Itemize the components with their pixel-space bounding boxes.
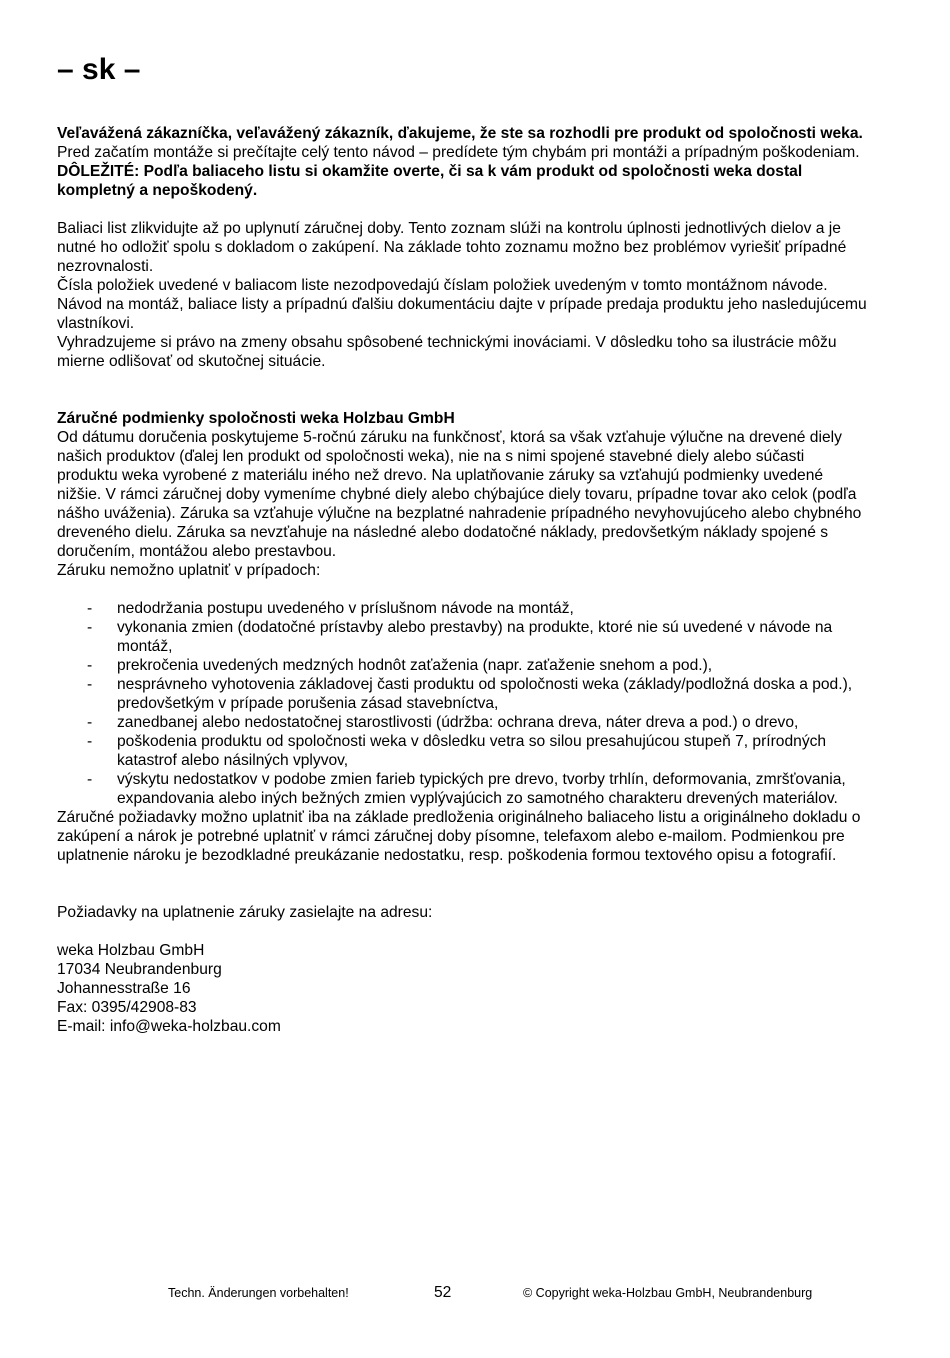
page-heading: – sk – [57, 53, 141, 86]
exclusions-intro: Záruku nemožno uplatniť v prípadoch: [57, 562, 321, 579]
footer-copyright: © Copyright weka-Holzbau GmbH, Neubrandenburg [523, 1286, 813, 1300]
intro-greeting: Veľavážená zákazníčka, veľavážený zákazník, ďakujeme, že ste sa rozhodli pre produkt od spoločnosti weka. [57, 125, 863, 142]
warranty-body: Od dátumu doručenia poskytujeme 5-ročnú záruku na funkčnosť, ktorá sa však vzťahuje výlučne na drevené diely našich produktov (ďalej len produkt od spoločnosti weka), nie na s nimi spojené stavebné diely alebo súčasti produktu weka vyrobené z materiálu iného než drevo. Na uplatňovanie záruky sa vzťahujú podmienky uvedené nižšie. V rámci záručnej doby vymeníme chybné diely alebo chýbajúce diely tovaru, prípadne tovar ako celok (podľa nášho uváženia). Záruka sa vzťahuje výlučne na bezplatné nahradenie prípadného nevyhovujúceho alebo chybného dreveného dielu. Záruka sa nevzťahuje na následné alebo dodatočné náklady, predovšetkým náklady spojené s doručením, montážou alebo prestavbou. [57, 429, 862, 560]
list-item [57, 618, 867, 656]
packing-paragraph: Návod na montáž, baliace listy a prípadnú ďalšiu dokumentáciu dajte v prípade predaja produktu jeho nasledujúcemu vlastníkovi. [57, 296, 867, 332]
packing-paragraph: Baliaci list zlikvidujte až po uplynutí záručnej doby. Tento zoznam slúži na kontrolu úplnosti jednotlivých dielov a je nutné ho odložiť spolu s dokladom o zakúpení. Na základe tohto zoznamu možno bez problémov vyriešiť prípadné nezrovnalosti. [57, 220, 847, 275]
list-item [57, 732, 867, 770]
exclusions-list [57, 599, 867, 808]
contact-section [57, 903, 867, 1036]
address-fax: Fax: 0395/42908-83 [57, 999, 197, 1016]
list-item [57, 675, 867, 713]
important-notice: DÔLEŽITÉ: Podľa baliaceho listu si okamžite overte, či sa k vám produkt od spoločnosti weka dostal kompletný a nepoškodený. [57, 163, 803, 199]
list-marker: - [87, 657, 93, 674]
list-marker: - [87, 600, 93, 617]
list-item [57, 599, 867, 618]
address-city: 17034 Neubrandenburg [57, 961, 222, 978]
list-marker: - [87, 619, 93, 636]
warranty-title: Záručné podmienky spoločnosti weka Holzbau GmbH [57, 410, 455, 427]
contact-intro: Požiadavky na uplatnenie záruky zasielajte na adresu: [57, 904, 433, 921]
list-marker: - [87, 733, 93, 750]
page-footer [0, 1284, 950, 1304]
list-item-text: zanedbanej alebo nedostatočnej starostlivosti (údržba: ochrana dreva, náter dreva a pod.) o drevo, [117, 714, 799, 731]
packing-paragraph: Vyhradzujeme si právo na zmeny obsahu spôsobené technickými inováciami. V dôsledku toho sa ilustrácie môžu mierne odlišovať od skutočnej situácie. [57, 334, 837, 370]
footer-disclaimer: Techn. Änderungen vorbehalten! [168, 1286, 349, 1300]
contact-address [57, 941, 867, 1036]
page-number: 52 [434, 1284, 452, 1301]
address-company: weka Holzbau GmbH [57, 942, 205, 959]
list-item-text: prekročenia uvedených medzných hodnôt zaťaženia (napr. zaťaženie snehom a pod.), [117, 657, 713, 674]
list-item [57, 713, 867, 732]
list-item-text: vykonania zmien (dodatočné prístavby alebo prestavby) na produkte, ktoré nie sú uvedené v návode na montáž, [117, 619, 833, 655]
packing-list-section [57, 219, 867, 371]
list-item [57, 656, 867, 675]
intro-read-notice: Pred začatím montáže si prečítajte celý tento návod – predídete tým chybám pri montáži a prípadným poškodeniam. [57, 144, 860, 161]
packing-paragraph: Čísla položiek uvedené v baliacom liste nezodpovedajú číslam položiek uvedeným v tomto montážnom návode. [57, 277, 828, 294]
list-item-text: poškodenia produktu od spoločnosti weka v dôsledku vetra so silou presahujúcou stupeň 7, prírodných katastrof alebo násilných vplyvov, [117, 733, 827, 769]
list-item-text: nedodržania postupu uvedeného v príslušnom návode na montáž, [117, 600, 574, 617]
warranty-section [57, 409, 867, 865]
warranty-claims: Záručné požiadavky možno uplatniť iba na základe predloženia originálneho baliaceho listu a originálneho dokladu o zakúpení a nárok je potrebné uplatniť v rámci záručnej doby písomne, telefaxom alebo e-mailom. Podmienkou pre uplatnenie nároku je bezodkladné preukázanie nedostatku, resp. poškodenia formou textového opisu a fotografií. [57, 809, 861, 864]
list-marker: - [87, 714, 93, 731]
list-item [57, 770, 867, 808]
document-body [57, 124, 867, 1036]
list-marker: - [87, 771, 93, 788]
address-email: E-mail: info@weka-holzbau.com [57, 1018, 281, 1035]
list-item-text: nesprávneho vyhotovenia základovej časti produktu od spoločnosti weka (základy/podložná doska a pod.), predovšetkým v prípade porušenia zásad stavebníctva, [117, 676, 853, 712]
list-item-text: výskytu nedostatkov v podobe zmien farieb typických pre drevo, tvorby trhlín, deformovania, zmršťovania, expandovania alebo iných bežných zmien vyplývajúcich zo samotného charakteru drevených materiálov. [117, 771, 846, 807]
list-marker: - [87, 676, 93, 693]
address-street: Johannesstraße 16 [57, 980, 191, 997]
